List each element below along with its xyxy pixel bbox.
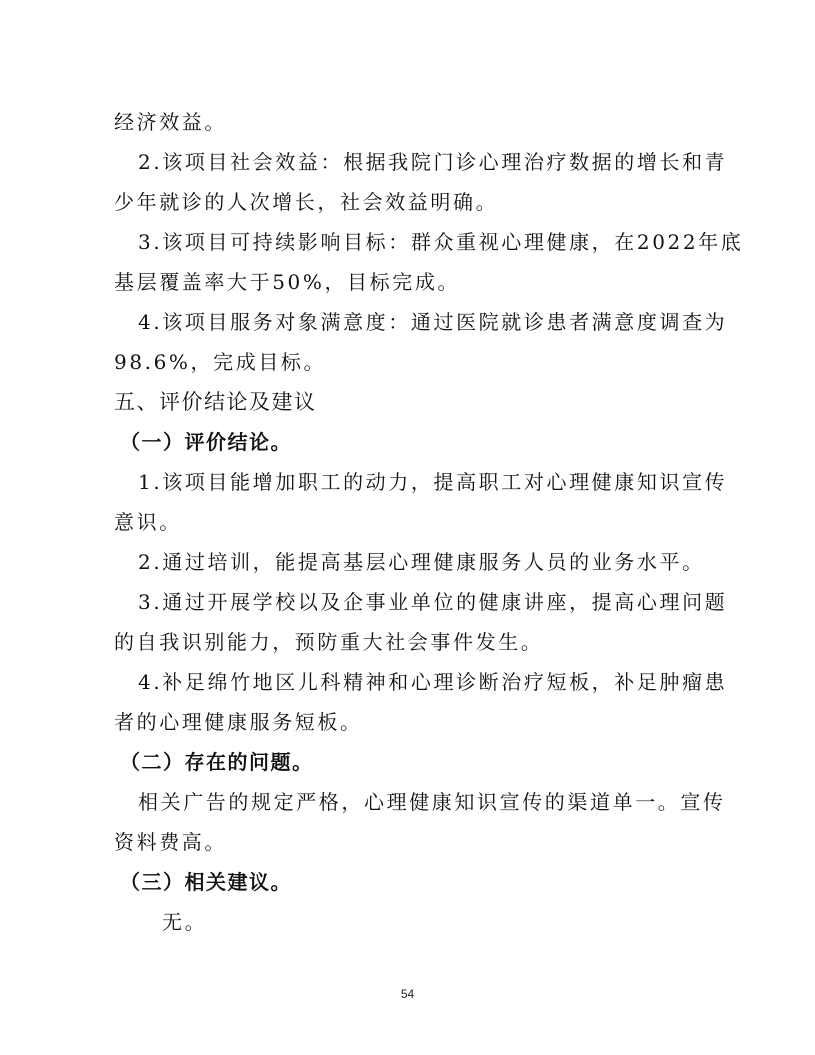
paragraph-line: 2.通过培训，能提高基层心理健康服务人员的业务水平。 [138, 550, 705, 574]
paragraph-line: 4.补足绵竹地区儿科精神和心理诊断治疗短板，补足肿瘤患 [138, 670, 728, 694]
paragraph-line: 的自我识别能力，预防重大社会事件发生。 [114, 630, 544, 654]
paragraph-line: 98.6%，完成目标。 [114, 350, 327, 374]
subsection-heading: （一）评价结论。 [120, 430, 292, 454]
paragraph-line: 经济效益。 [114, 110, 227, 134]
paragraph-line: 1.该项目能增加职工的动力，提高职工对心理健康知识宣传 [138, 470, 728, 494]
paragraph-line: 无。 [162, 910, 208, 934]
subsection-heading: （三）相关建议。 [120, 870, 292, 894]
paragraph-line: 相关广告的规定严格，心理健康知识宣传的渠道单一。宣传 [138, 790, 726, 814]
paragraph-line: 4.该项目服务对象满意度：通过医院就诊患者满意度调查为 [138, 310, 728, 334]
paragraph-line: 3.该项目可持续影响目标：群众重视心理健康，在2022年底 [138, 230, 744, 254]
paragraph-line: 者的心理健康服务短板。 [114, 710, 363, 734]
paragraph-line: 2.该项目社会效益：根据我院门诊心理治疗数据的增长和青 [138, 150, 728, 174]
paragraph-line: 少年就诊的人次增长，社会效益明确。 [114, 190, 499, 214]
section-heading: 五、评价结论及建议 [114, 390, 317, 414]
paragraph-line: 意识。 [114, 510, 182, 534]
paragraph-line: 基层覆盖率大于50%，目标完成。 [114, 270, 461, 294]
paragraph-line: 3.通过开展学校以及企事业单位的健康讲座，提高心理问题 [138, 590, 728, 614]
paragraph-line: 资料费高。 [114, 830, 227, 854]
page-number: 54 [400, 987, 415, 1001]
subsection-heading: （二）存在的问题。 [120, 750, 314, 774]
